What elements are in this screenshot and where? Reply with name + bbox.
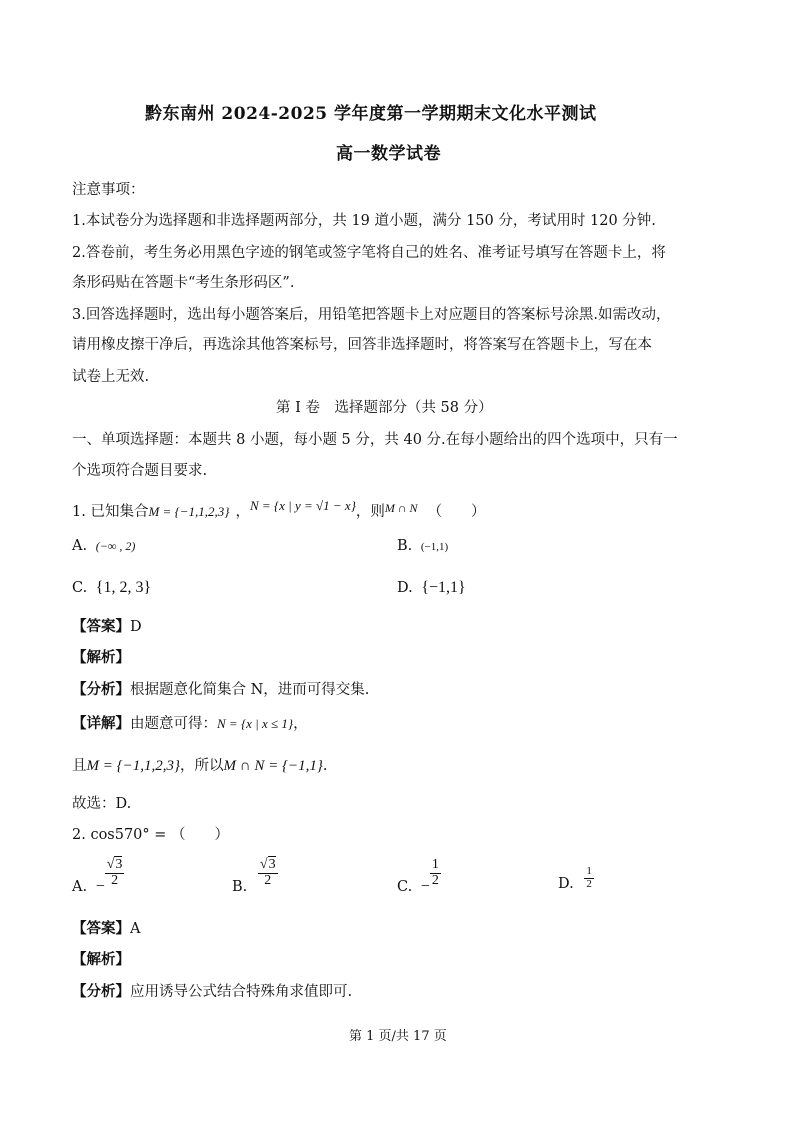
q1-option-b	[397, 538, 448, 554]
q1-answer-value: D	[130, 619, 142, 635]
q1-xiangjie-text: 由题意可得：	[130, 716, 217, 732]
q1-option-d-label: D.	[397, 580, 413, 596]
q2-option-b-label: B.	[232, 879, 248, 896]
notice-item-2-line-1: 2.答卷前，考生务必用黑色字迹的钢笔或签字笔将自己的姓名、准考证号填写在答题卡上，将	[72, 245, 666, 261]
q2-option-c-minus: −	[420, 878, 430, 896]
q1-option-b-value: (−1,1)	[420, 541, 449, 553]
q2-option-c-label: C.	[397, 879, 413, 896]
q1-fenxi-text: 根据题意化简集合 N，进而可得交集.	[130, 682, 370, 698]
q1-option-d	[397, 579, 466, 597]
q1-line2-prefix: 且	[72, 758, 87, 774]
q2-option-b-fraction: $\frac{√3}{2}$	[259, 857, 276, 888]
q1-expr: M ∩ N	[384, 501, 418, 515]
q2-option-c-denominator: 2	[431, 872, 439, 888]
q1-xiangjie-math: N = {x | x ≤ 1}	[217, 716, 294, 731]
section-intro-line-2: 个选项符合题目要求.	[72, 463, 208, 479]
section-intro-line-1: 一、单项选择题：本题共 8 小题，每小题 5 分，共 40 分.在每小题给出的四个选项中，只有一	[72, 432, 678, 448]
notice-item-3-line-3: 试卷上无效.	[72, 369, 150, 385]
page-number: 第 1 页/共 17 页	[349, 1029, 447, 1044]
q1-xiangjie	[72, 712, 308, 733]
q2-option-c-numerator: 1	[431, 857, 439, 872]
q2-option-a-sqrt: 3	[115, 857, 123, 872]
q2-option-d-fraction	[584, 866, 594, 890]
q2-answer-tag: 【答案】	[72, 920, 130, 937]
q1-prefix: 1. 已知集合	[72, 504, 149, 520]
notice-item-1: 1.本试卷分为选择题和非选择题两部分，共 19 道小题，满分 150 分，考试用时 120 分钟.	[72, 213, 656, 229]
q1-set-m: M = {−1,1,2,3}	[148, 504, 230, 519]
question-2-stem: 2. cos570° = （ ）	[72, 827, 230, 843]
q1-answer	[72, 615, 142, 636]
question-1-stem	[72, 500, 486, 521]
q1-line2-set-m: M = {−1,1,2,3}	[86, 758, 180, 774]
notice-item-3-line-2: 请用橡皮擦干净后，再选涂其他答案标号，回答非选择题时，将答案写在答题卡上，写在本	[72, 337, 652, 353]
notice-item-3-line-1: 3.回答选择题时，选出每小题答案后，用铅笔把答题卡上对应题目的答案标号涂黑.如需改动，	[72, 307, 671, 323]
q1-option-c-label: C.	[72, 580, 88, 596]
q2-fenxi	[72, 980, 352, 1001]
q1-option-d-value: {−1,1}	[421, 579, 466, 596]
q1-option-b-label: B.	[397, 538, 413, 554]
q2-answer	[72, 917, 140, 938]
q1-option-c	[72, 579, 151, 597]
notice-item-2-line-2: 条形码贴在答题卡“考生条形码区”.	[72, 275, 295, 291]
document-subtitle: 高一数学试卷	[336, 144, 441, 164]
q2-option-d-label: D.	[558, 876, 574, 893]
q2-analysis-tag: 【解析】	[72, 951, 130, 968]
q1-line2-end: .	[322, 758, 328, 774]
q1-option-a-value: (−∞ , 2)	[95, 539, 136, 553]
q1-line2-mid: ，所以	[180, 758, 224, 774]
q1-set-n: N = {x | y = √1 − x}	[249, 498, 356, 513]
q1-xiangjie-tag: 【详解】	[72, 715, 130, 732]
q1-option-c-value: {1, 2, 3}	[95, 579, 152, 596]
q1-option-a-label: A.	[72, 538, 88, 554]
q2-fenxi-tag: 【分析】	[72, 983, 130, 1000]
q2-option-d	[558, 865, 594, 893]
q2-option-d-numerator: 1	[586, 865, 592, 877]
q2-option-b-sqrt: 3	[268, 857, 276, 872]
q2-option-a-denominator: 2	[111, 872, 119, 888]
q2-option-a-minus: −	[95, 878, 105, 896]
q1-fenxi-tag: 【分析】	[72, 681, 130, 698]
q1-paren: （ ）	[427, 504, 486, 520]
q2-option-a-fraction: $\frac{√3}{2}$	[106, 857, 123, 888]
q1-answer-tag: 【答案】	[72, 618, 130, 635]
q2-option-d-denominator: 2	[586, 877, 592, 890]
document-title: 黔东南州 2024-2025 学年度第一学期期末文化水平测试	[145, 104, 597, 124]
notice-heading: 注意事项：	[72, 182, 145, 198]
q2-option-c-fraction	[430, 858, 441, 888]
q2-option-b	[232, 857, 278, 896]
q2-answer-value: A	[130, 921, 141, 937]
q2-fenxi-text: 应用诱导公式结合特殊角求值即可.	[130, 984, 353, 1000]
q2-option-a	[72, 857, 124, 896]
q1-option-a	[72, 538, 135, 554]
q1-line2-result: M ∩ N = {−1,1}	[223, 758, 323, 774]
q1-analysis-tag: 【解析】	[72, 649, 130, 666]
q1-solution-line	[72, 754, 327, 775]
q1-fenxi	[72, 678, 369, 699]
q2-option-b-denominator: 2	[264, 872, 272, 888]
q1-xiangjie-end: ，	[293, 716, 308, 732]
section-title: 第 I 卷 选择题部分（共 58 分）	[276, 400, 493, 416]
q1-comma: ，	[235, 504, 250, 520]
q1-conclusion: 故选：D.	[72, 796, 132, 812]
q2-option-c	[397, 857, 441, 896]
q2-option-a-label: A.	[72, 879, 88, 896]
q1-ask: ，则	[355, 504, 385, 520]
